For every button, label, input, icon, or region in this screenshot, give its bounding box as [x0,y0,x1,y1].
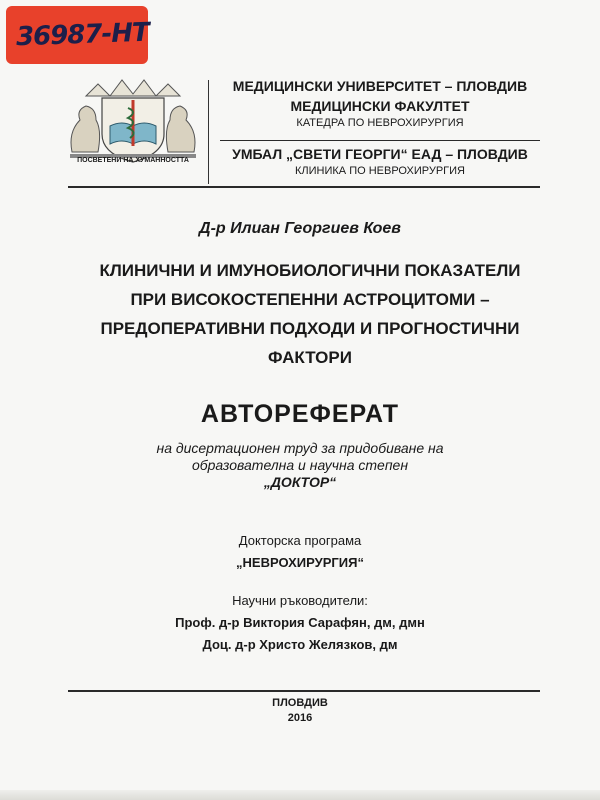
program-label: Докторска програма [238,533,362,548]
dissertation-title [40,256,580,372]
footer-year: 2016 [287,712,313,724]
title-line: КЛИНИЧНИ И ИМУНОБИОЛОГИЧНИ ПОКАЗАТЕЛИ [99,261,521,280]
title-line: ПРИ ВИСОКОСТЕПЕННИ АСТРОЦИТОМИ – [130,290,490,309]
faculty-name: МЕДИЦИНСКИ ФАКУЛТЕТ [290,98,470,114]
university-header [220,78,540,129]
department-name: КАТЕДРА ПО НЕВРОХИРУРГИЯ [296,117,464,129]
advisor-name: Проф. д-р Виктория Сарафян, дм, дмн [175,615,425,630]
advisor-name: Доц. д-р Христо Желязков, дм [202,637,398,652]
title-line: ПРЕДОПЕРАТИВНИ ПОДХОДИ И ПРОГНОСТИЧНИ [100,319,520,338]
inventory-stamp [6,6,148,64]
logo-caption: ПОСВЕТЕНИ НА ХУМАННОСТТА [77,157,189,164]
hospital-name: УМБАЛ „СВЕТИ ГЕОРГИ“ ЕАД – ПЛОВДИВ [232,146,528,162]
stamp-number: 36987-НТ [15,17,150,53]
advisors-label: Научни ръководители: [232,593,368,608]
author-name: Д-р Илиан Георгиев Коев [199,220,401,237]
title-line: ФАКТОРИ [268,348,352,367]
bottom-separator [68,690,540,692]
purpose-line: на дисертационен труд за придобиване на [156,440,444,456]
footer [0,696,600,726]
header-rule [220,140,540,141]
document-type: АВТОРЕФЕРАТ [200,400,400,428]
hospital-header [220,146,540,177]
top-separator [68,186,540,188]
header-divider [208,80,209,184]
clinic-name: КЛИНИКА ПО НЕВРОХИРУРГИЯ [295,165,465,177]
university-name: МЕДИЦИНСКИ УНИВЕРСИТЕТ – ПЛОВДИВ [232,78,528,94]
purpose-line: образователна и научна степен [191,457,409,473]
degree-name: „ДОКТОР“ [263,474,337,490]
program-name: „НЕВРОХИРУРГИЯ“ [236,555,364,570]
scan-edge [0,790,600,800]
scientific-advisors [0,590,600,656]
degree-purpose [100,440,500,491]
footer-city: ПЛОВДИВ [272,697,328,709]
doctoral-program [0,530,600,574]
